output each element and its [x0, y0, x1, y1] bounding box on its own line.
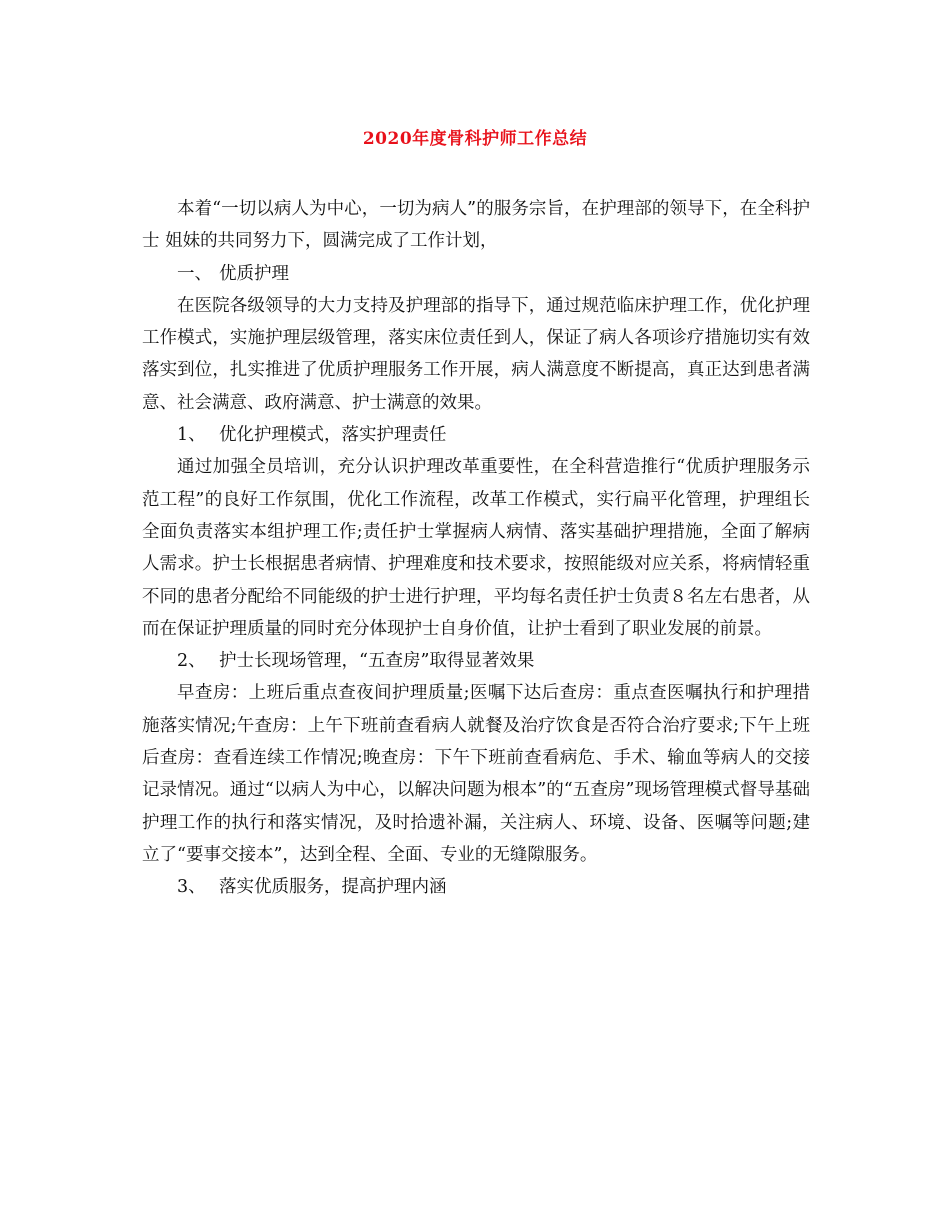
body-paragraph: 在医院各级领导的大力支持及护理部的指导下，通过规范临床护理工作，优化护理工作模式，实施护理层级管理，落实床位责任到人，保证了病人各项诊疗措施切实有效落实到位，扎实推进了优质护理服务工作开展，病人满意度不断提高，真正达到患者满意、社会满意、政府满意、护士满意的效果。	[142, 295, 810, 413]
subsection-heading-text: 落实优质服务，提高护理内涵	[219, 877, 447, 898]
subsection-number: 3、	[177, 877, 206, 898]
subsection-heading	[142, 871, 810, 903]
body-paragraph: 通过加强全员培训，充分认识护理改革重要性，在全科营造推行“优质护理服务示范工程”的良好工作氛围，优化工作流程，改革工作模式，实行扁平化管理，护理组长全面负责落实本组护理工作;责任护士掌握病人病情、落实基础护理措施，全面了解病人需求。护士长根据患者病情、护理难度和技术要求，按照能级对应关系，将病情轻重不同的患者分配给不同能级的护士进行护理，平均每名责任护士负责８名左右患者，从而在保证护理质量的同时充分体现护士自身价值，让护士看到了职业发展的前景。	[142, 457, 810, 639]
subsection-heading	[142, 645, 810, 677]
intro-paragraph: 本着“一切以病人为中心，一切为病人”的服务宗旨，在护理部的领导下，在全科护士 姐妹的共同努力下，圆满完成了工作计划，	[142, 199, 810, 252]
section-heading-text: 优质护理	[219, 263, 289, 284]
section-heading	[142, 258, 810, 290]
body-paragraph: 早查房：上班后重点查夜间护理质量;医嘱下达后查房：重点查医嘱执行和护理措施落实情况;午查房：上午下班前查看病人就餐及治疗饮食是否符合治疗要求;下午上班后查房：查看连续工作情况;晚查房：下午下班前查看病危、手术、输血等病人的交接记录情况。通过“以病人为中心，以解决问题为根本”的“五查房”现场管理模式督导基础护理工作的执行和落实情况，及时拾遗补漏，关注病人、环境、设备、医嘱等问题;建立了“要事交接本”，达到全程、全面、专业的无缝隙服务。	[142, 683, 810, 865]
document-title: 2020年度骨科护师工作总结	[362, 129, 588, 149]
subsection-heading	[142, 419, 810, 451]
document-body	[142, 193, 810, 904]
section-number: 一、	[177, 263, 212, 284]
subsection-heading-text: 优化护理模式，落实护理责任	[219, 425, 447, 446]
subsection-number: 2、	[177, 651, 206, 672]
subsection-number: 1、	[177, 425, 206, 446]
subsection-heading-text: 护士长现场管理，“五查房”取得显著效果	[219, 651, 535, 672]
